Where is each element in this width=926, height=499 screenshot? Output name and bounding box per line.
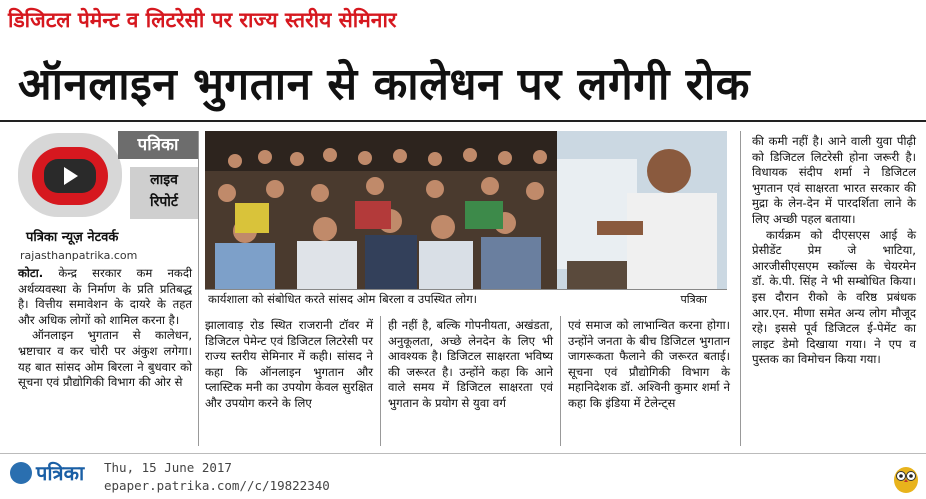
live-report-badge <box>18 131 198 243</box>
edition-date: Thu, 15 June 2017 <box>104 460 232 475</box>
site-url[interactable]: rajasthanpatrika.com <box>20 249 138 262</box>
badge-live-line1: लाइव <box>150 172 178 188</box>
news-network: पत्रिका न्यूज़ नेटवर्क <box>26 230 119 245</box>
photo-credit: पत्रिका <box>680 293 707 306</box>
article-column-1 <box>18 266 192 391</box>
column-divider <box>560 316 561 446</box>
headline-divider <box>0 120 926 122</box>
footer-divider <box>0 453 926 454</box>
kicker-headline: डिजिटल पेमेन्ट व लिटरेसी पर राज्य स्तरीय सेमिनार <box>8 8 397 32</box>
col1-paragraph-2: ऑनलाइन भुगतान से कालेधन, भ्रष्टाचार व कर चोरी पर अंकुश लगेगा। यह बात सांसद ओम बिरला ने बुधवार को सूचना एवं प्रौद्योगिकी विभाग की ओर से <box>18 328 192 390</box>
col4-text: एवं समाज को लाभान्वित करना होगा। उन्होंने जनता के बीच डिजिटल भुगतान जागरूकता फैलाने की जरूरत बताई। सूचना एवं प्रौद्योगिकी विभाग के महानिदेशक डॉ. अश्विनी कुमार शर्मा ने कहा कि इंडिया में टेलेन्ट्स <box>568 318 730 410</box>
article-column-5 <box>752 134 916 368</box>
col5-paragraph-2: कार्यक्रम को दीएसएस आई के प्रेसीडेंट प्रेम जे भाटिया, आरजीसीएसएम स्कॉल्स के चेयरमेन डॉ. के.पी. सिंह ने भी सम्बोधित किया। इस दौरान रीको के वरिष्ठ प्रबंधक आर.एन. मीणा समेत अन्य लोग मौजूद रहे। इससे पूर्व डिजिटल ई-पेमेंट का लाइट डेमो दिखाया गया। ने एप व पुस्तक का विमोचन किया गया। <box>752 227 916 367</box>
article-column-3 <box>388 318 553 412</box>
patrika-logo-icon <box>10 462 32 484</box>
article-column-4 <box>568 318 730 412</box>
col2-text: झालावाड़ रोड स्थित राजरानी टॉवर में डिजिटल पेमेन्ट एवं डिजिटल लिटरेसी पर राज्य स्तरीय सेमिनार में कही। सांसद ने कहा कि ऑनलाइन भुगतान और प्लास्टिक मनी का उपयोग केवल सुरक्षित और उपयोग करने के लिए <box>205 318 373 410</box>
footer-brand[interactable]: पत्रिका <box>36 461 85 485</box>
speaker-photo <box>557 131 727 289</box>
column-divider <box>198 131 199 446</box>
photo-caption-bar <box>205 289 727 309</box>
col3-text: ही नहीं है, बल्कि गोपनीयता, अखंडता, अनुकूलता, अच्छे लेनदेन के लिए भी आवश्यक है। डिजिटल साक्षरता भविष्य की जरूरत है। उन्होंने कहा कि आने वाले समय में डिजिटल साक्षरता एवं भुगतान के प्रयोग से युवा वर्ग <box>388 318 553 410</box>
audience-photo <box>205 131 557 289</box>
news-photo <box>205 131 727 309</box>
col5-text: की कमी नहीं है। आने वाली युवा पीढ़ी को डिजिटल लिटरेसी होना जरूरी है। विधायक संदीप शर्मा ने डिजिटल भुगतान एवं साक्षरता भारत सरकार की मुद्रा के लेन-देन में पारदर्शिता लाने के लिए अच्छी पहल बताया। <box>752 134 916 226</box>
dateline: कोटा. <box>18 266 44 280</box>
owl-mascot-icon <box>892 462 920 494</box>
article-column-2 <box>205 318 373 412</box>
epaper-link[interactable]: epaper.patrika.com//c/19822340 <box>104 478 330 493</box>
tv-icon <box>18 133 122 217</box>
badge-live-report <box>130 167 198 219</box>
column-divider <box>740 131 741 446</box>
col1-text: केन्द्र सरकार कम नकदी अर्थव्यवस्था के निर्माण के प्रति प्रतिबद्ध है। वित्तीय समावेशन के दायरे के तहत और अधिक लोगों को शामिल करना है। <box>18 266 192 327</box>
column-divider <box>380 316 381 446</box>
badge-brand: पत्रिका <box>118 131 198 159</box>
badge-live-line2: रिपोर्ट <box>150 194 178 210</box>
play-icon <box>64 167 78 185</box>
photo-caption: कार्यशाला को संबोधित करते सांसद ओम बिरला व उपस्थित लोग। <box>208 292 478 306</box>
main-headline: ऑनलाइन भुगतान से कालेधन पर लगेगी रोक <box>18 59 750 110</box>
